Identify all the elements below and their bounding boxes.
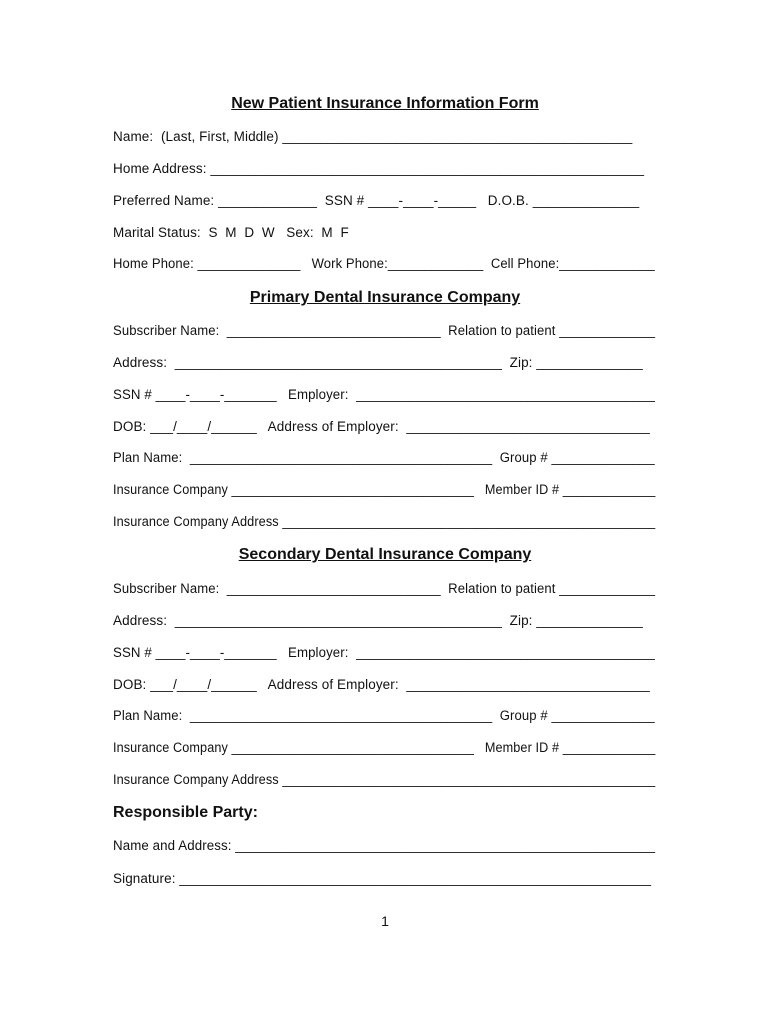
secondary-insurance-heading: Secondary Dental Insurance Company	[238, 546, 532, 563]
secondary-insurance-company-member-fields[interactable]: Insurance Company __________________________________ Member ID # _____________	[113, 740, 656, 755]
marital-status-sex-options[interactable]: Marital Status: S M D W Sex: M F	[113, 225, 349, 240]
primary-subscriber-relation-fields[interactable]: Subscriber Name: _____________________________ Relation to patient _____________	[113, 323, 656, 338]
preferred-name-ssn-dob-fields[interactable]: Preferred Name: _____________ SSN # ____-____-_____ D.O.B. ______________	[113, 193, 640, 208]
form-title: New Patient Insurance Information Form	[231, 95, 539, 112]
secondary-ssn-employer-fields[interactable]: SSN # ____-____-_______ Employer: ________________________________________	[113, 645, 655, 660]
phone-fields[interactable]: Home Phone: ______________ Work Phone:_____________ Cell Phone:_____________	[113, 256, 655, 271]
home-address-field[interactable]: Home Address: _________________________________________________________	[113, 161, 645, 176]
patient-name-field[interactable]: Name: (Last, First, Middle) ______________________________________________	[113, 129, 633, 144]
primary-dob-employer-address-fields[interactable]: DOB: ___/____/______ Address of Employer: ________________________________	[113, 419, 650, 434]
page-number: 1	[381, 913, 389, 929]
primary-plan-group-fields[interactable]: Plan Name: _________________________________________ Group # ______________	[113, 450, 655, 465]
primary-insurance-heading: Primary Dental Insurance Company	[249, 289, 521, 306]
responsible-party-signature-field[interactable]: Signature: ______________________________________________________________	[113, 871, 652, 886]
secondary-plan-group-fields[interactable]: Plan Name: _________________________________________ Group # ______________	[113, 708, 655, 723]
primary-address-zip-fields[interactable]: Address: ___________________________________________ Zip: ______________	[113, 355, 643, 370]
secondary-subscriber-relation-fields[interactable]: Subscriber Name: _____________________________ Relation to patient _____________	[113, 581, 656, 596]
secondary-address-zip-fields[interactable]: Address: ___________________________________________ Zip: ______________	[113, 613, 643, 628]
primary-insurance-company-address-field[interactable]: Insurance Company Address ____________________________________________________	[113, 514, 656, 529]
secondary-dob-employer-address-fields[interactable]: DOB: ___/____/______ Address of Employer: ________________________________	[113, 677, 650, 692]
secondary-insurance-company-address-field[interactable]: Insurance Company Address ____________________________________________________	[113, 772, 656, 787]
responsible-party-name-address-field[interactable]: Name and Address: ________________________________________________________	[113, 838, 656, 853]
primary-ssn-employer-fields[interactable]: SSN # ____-____-_______ Employer: ________________________________________	[113, 387, 655, 402]
responsible-party-heading: Responsible Party:	[113, 804, 258, 821]
primary-insurance-company-member-fields[interactable]: Insurance Company __________________________________ Member ID # _____________	[113, 482, 656, 497]
